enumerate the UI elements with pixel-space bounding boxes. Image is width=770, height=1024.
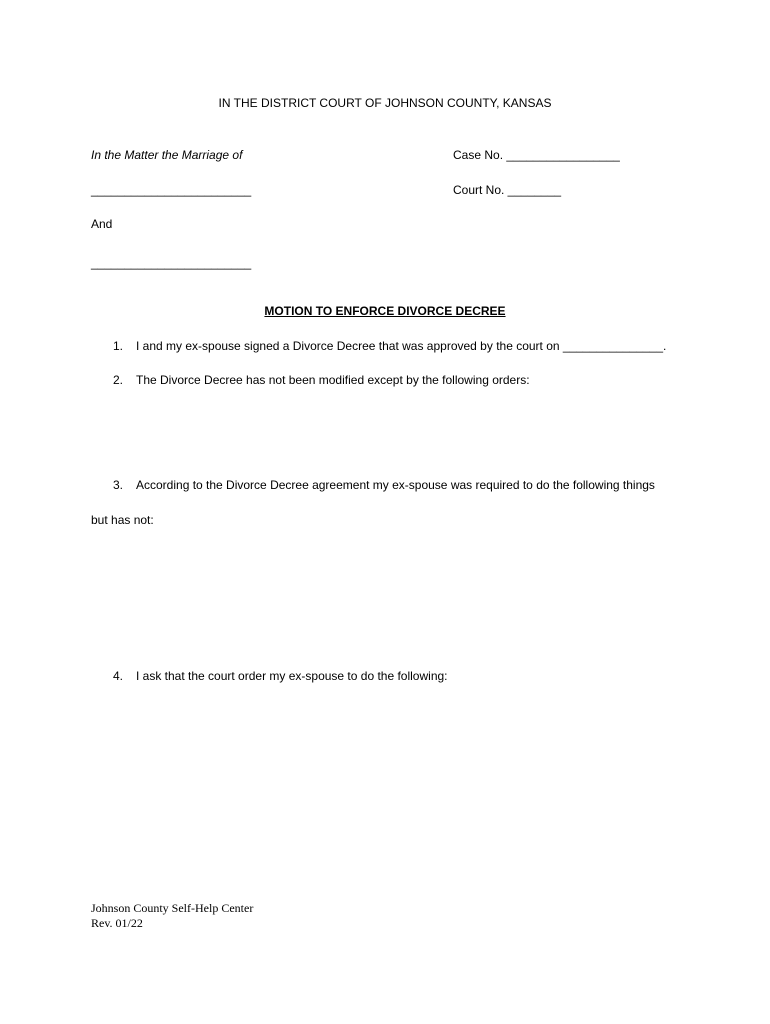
document-title: MOTION TO ENFORCE DIVORCE DECREE bbox=[264, 304, 506, 318]
party2-blank: ________________________ bbox=[91, 256, 252, 270]
list-item bbox=[113, 373, 530, 387]
item-text: According to the Divorce Decree agreement my ex-spouse was required to do the following things bbox=[136, 478, 655, 492]
item-number: 3. bbox=[113, 478, 124, 492]
page-footer bbox=[91, 901, 253, 931]
item-number: 4. bbox=[113, 669, 124, 683]
list-item bbox=[113, 669, 448, 683]
footer-revision: Rev. 01/22 bbox=[91, 916, 143, 930]
party1-blank: ________________________ bbox=[91, 183, 252, 197]
item-continuation-text: but has not: bbox=[91, 513, 154, 527]
footer-org: Johnson County Self-Help Center bbox=[91, 901, 254, 915]
and-label: And bbox=[91, 217, 113, 231]
item-text: The Divorce Decree has not been modified except by the following orders: bbox=[136, 373, 530, 387]
item-number: 1. bbox=[113, 339, 124, 353]
court-heading: IN THE DISTRICT COURT OF JOHNSON COUNTY, KANSAS bbox=[218, 96, 552, 110]
matter-label: In the Matter the Marriage of bbox=[91, 148, 243, 162]
list-item bbox=[113, 478, 655, 492]
court-number-field: Court No. ________ bbox=[453, 183, 562, 197]
case-number-field: Case No. _________________ bbox=[453, 148, 620, 162]
list-item bbox=[113, 339, 666, 353]
item-number: 2. bbox=[113, 373, 124, 387]
item-text: I and my ex-spouse signed a Divorce Decree that was approved by the court on _______________. bbox=[136, 339, 667, 353]
item-text: I ask that the court order my ex-spouse to do the following: bbox=[136, 669, 448, 683]
